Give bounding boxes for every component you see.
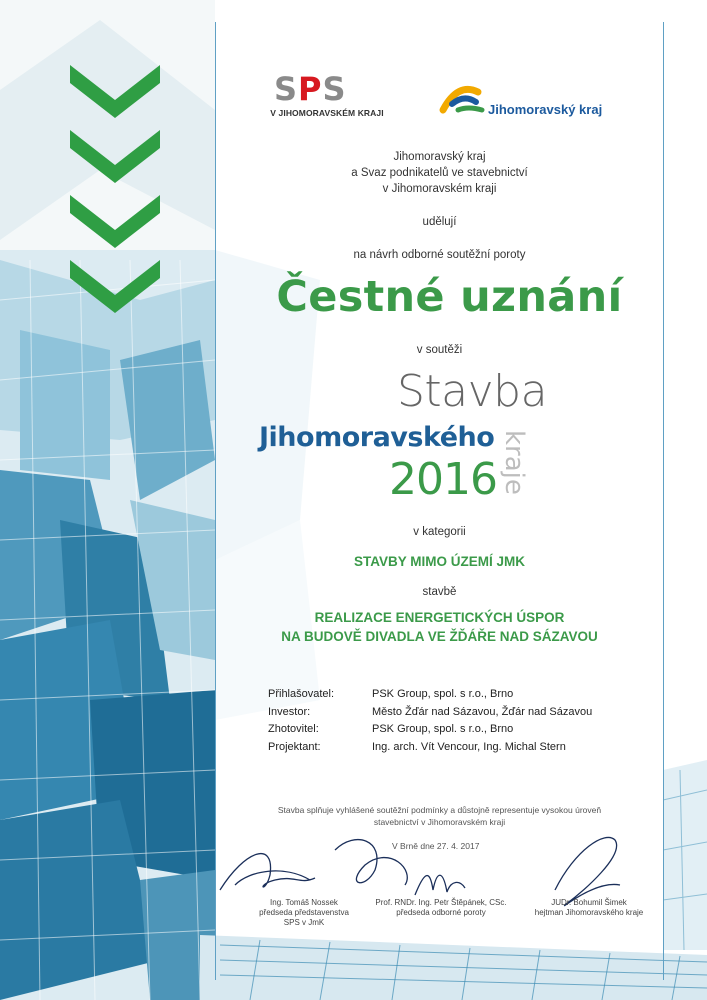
- intro-line-3: v Jihomoravském kraji: [382, 183, 497, 195]
- signatory-2: [366, 898, 516, 918]
- signature-2: [335, 840, 407, 885]
- category-prefix: v kategorii: [413, 526, 466, 538]
- place-and-date: V Brně dne 27. 4. 2017: [392, 841, 480, 851]
- detail-row-applicant: Přihlašovatel: PSK Group, spol. s r.o., Brno: [268, 688, 514, 700]
- green-chevrons-decoration: [60, 55, 170, 325]
- signatory-2-name: Prof. RNDr. Ing. Petr Štěpánek, CSc.: [375, 898, 507, 907]
- signatory-1-role2: SPS v JmK: [283, 918, 325, 927]
- jmk-logo-name: Jihomoravský kraj: [488, 102, 603, 117]
- chevron-4: [70, 260, 160, 313]
- intro-line-2: a Svaz podnikatelů ve stavebnictví: [351, 167, 528, 179]
- signatory-3-role: hejtman Jihomoravského kraje: [534, 908, 644, 917]
- detail-row-investor: Investor: Město Žďár nad Sázavou, Žďár nad Sázavou: [268, 705, 593, 718]
- jmk-logo-mark-icon: [438, 80, 488, 116]
- jmk-logo: [438, 80, 618, 120]
- building-name-line-2: NA BUDOVĚ DIVADLA VE ŽĎÁŘE NAD SÁZAVOU: [281, 629, 598, 644]
- detail-row-contractor: Zhotovitel: PSK Group, spol. s r.o., Brno: [268, 723, 514, 735]
- building-name-line-1: REALIZACE ENERGETICKÝCH ÚSPOR: [314, 610, 565, 625]
- statement: [216, 804, 663, 828]
- statement-line-1: Stavba splňuje vyhlášené soutěžní podmínky a důstojně representuje vysokou úroveň: [277, 805, 602, 815]
- certificate-title: Čestné uznání: [276, 272, 623, 322]
- signature-3: [555, 837, 620, 905]
- competition-year: 2016: [389, 454, 497, 505]
- intro-line-1: Jihomoravský kraj: [393, 151, 486, 163]
- sps-logo-letters: SPS: [274, 70, 347, 108]
- signatory-2-role: předseda odborné poroty: [396, 908, 486, 917]
- chevron-3: [70, 195, 160, 248]
- competition-word-stavba: Stavba: [397, 366, 548, 417]
- signatory-1-name: Ing. Tomáš Nossek: [270, 898, 338, 907]
- signatory-1: [234, 898, 374, 928]
- signatory-1-role: předseda představenstva: [259, 908, 349, 917]
- competition-prefix: v soutěži: [416, 344, 463, 356]
- category-name: STAVBY MIMO ÚZEMÍ JMK: [353, 554, 525, 569]
- intro-block: [216, 149, 663, 197]
- chevron-1: [70, 65, 160, 118]
- intro-basis: na návrh odborné soutěžní poroty: [353, 249, 526, 261]
- competition-word-jihomoravskeho: Jihomoravského: [259, 422, 495, 453]
- intro-verb: udělují: [422, 216, 457, 228]
- chevron-2: [70, 130, 160, 183]
- building-prefix: stavbě: [422, 586, 457, 598]
- signatory-3: [520, 898, 658, 918]
- signatory-3-name: JUDr. Bohumil Šimek: [551, 898, 627, 907]
- competition-word-kraje: kraje: [499, 430, 529, 495]
- statement-line-2: stavebnictví v Jihomoravském kraji: [373, 817, 506, 827]
- project-details: [268, 686, 592, 756]
- sps-logo-subtitle: V JIHOMORAVSKÉM KRAJI: [270, 108, 384, 118]
- detail-row-designer: Projektant: Ing. arch. Vít Vencour, Ing. Michal Stern: [268, 740, 566, 753]
- sps-logo: [262, 72, 392, 120]
- building-name: [216, 608, 663, 646]
